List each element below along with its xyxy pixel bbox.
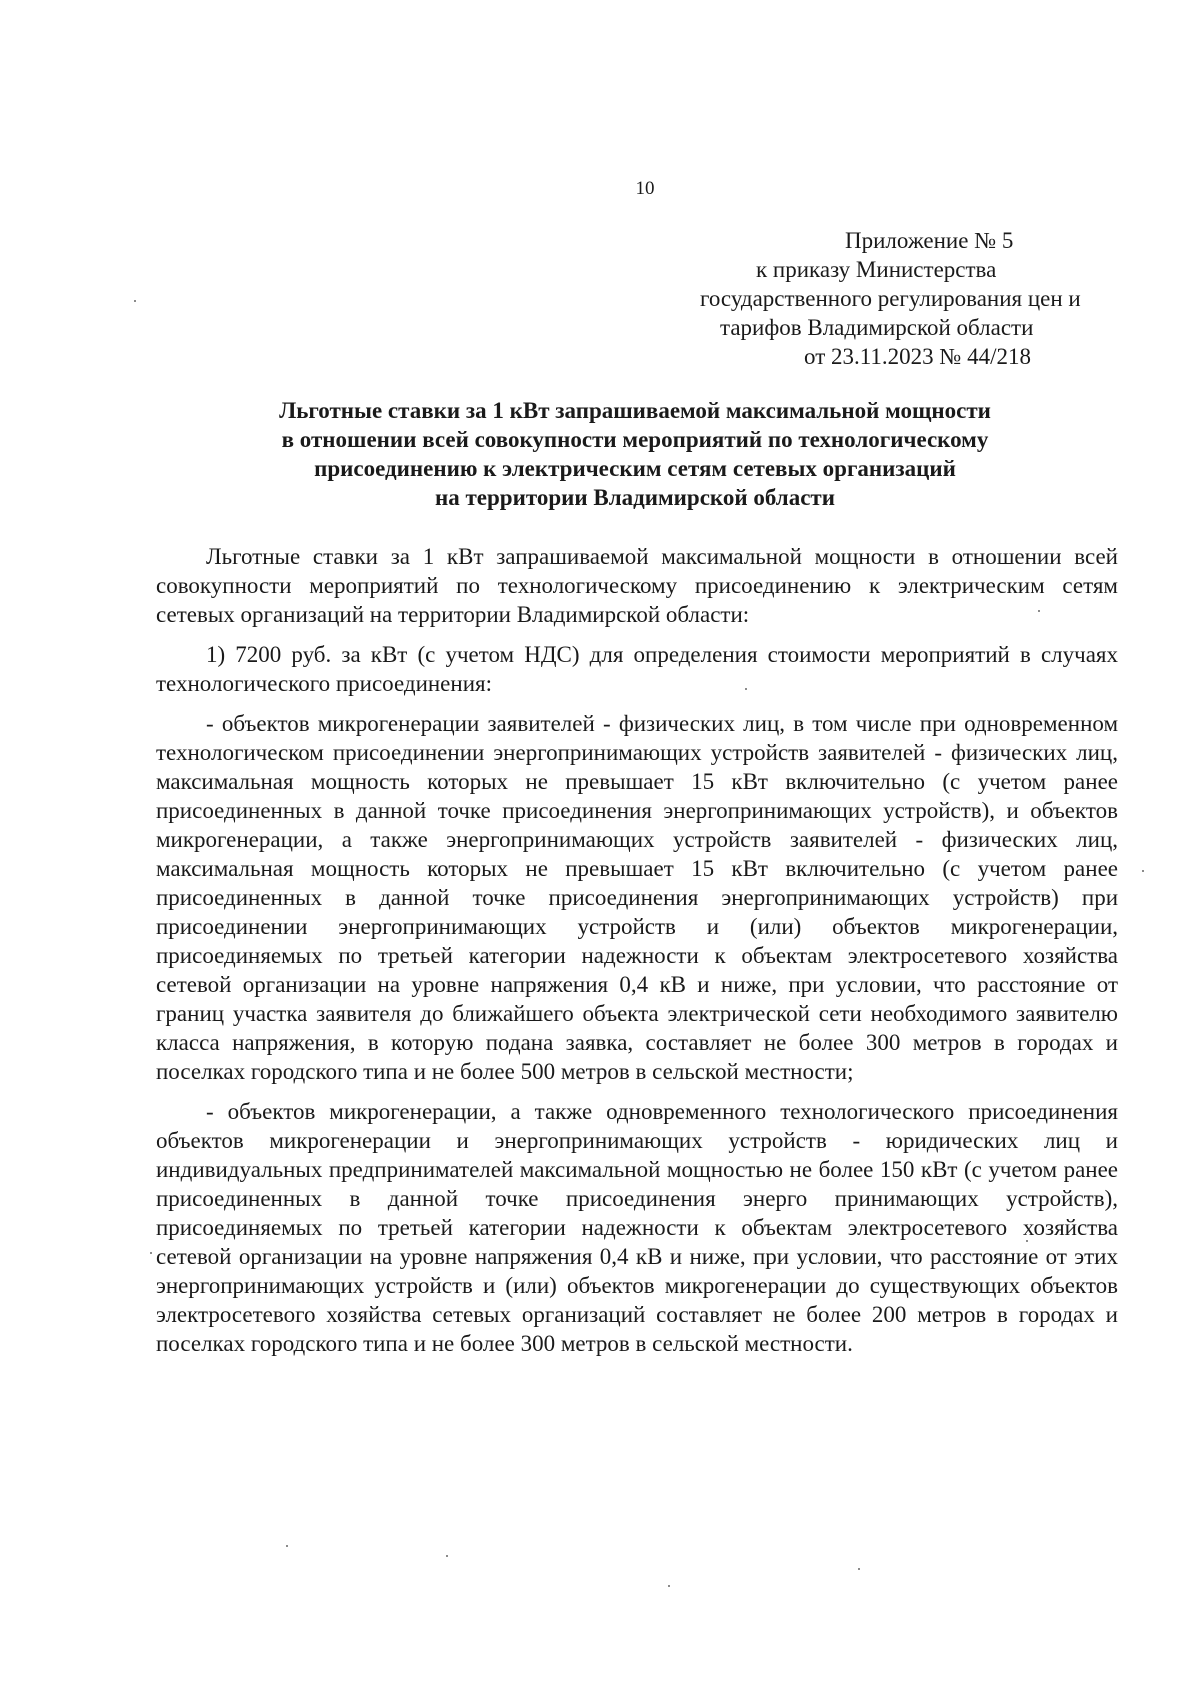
- paragraph-intro: Льготные ставки за 1 кВт запрашиваемой максимальной мощности в отношении всей совокупности мероприятий по технологическому присоединению к электрическим сетям сетевых организаций на территории Владимирской области:: [156, 544, 1118, 627]
- paragraph-individuals: - объектов микрогенерации заявителей - физических лиц, в том числе при одновременном технологическом присоединении энергопринимающих устройств заявителей - физических лиц, максимальная мощность которых не превышает 15 кВт включительно (с учетом ранее присоединенных в данной точке присоединения энергопринимающих устройств), и объектов микрогенерации, а также энергопринимающих устройств заявителей - физических лиц, максимальная мощность которых не превышает 15 кВт включительно (с учетом ранее присоединенных в данной точке присоединения энергопринимающих устройств) при присоединении энергопринимающих устройств и (или) объектов микрогенерации, присоединяемых по третьей категории надежности к объектам электросетевого хозяйства сетевой организации на уровне напряжения 0,4 кВ и ниже, при условии, что расстояние от границ участка заявителя до ближайшего объекта электрической сети необходимого заявителю класса напряжения, в которую подана заявка, составляет не более 300 метров в городах и поселках городского типа и не более 500 метров в сельской местности;: [156, 711, 1118, 1084]
- scan-speck: [858, 1568, 860, 1570]
- scan-speck: [745, 688, 747, 690]
- title-line: на территории Владимирской области: [435, 485, 835, 510]
- paragraph-legal-entities: - объектов микрогенерации, а также одновременного технологического присоединения объектов микрогенерации и энергопринимающих устройств - юридических лиц и индивидуальных предпринимателей максимальной мощностью не более 150 кВт (с учетом ранее присоединенных в данной точке присоединения энерго принимающих устройств), присоединяемых по третьей категории надежности к объектам электросетевого хозяйства сетевой организации на уровне напряжения 0,4 кВ и ниже, при условии, что расстояние от этих энергопринимающих устройств и (или) объектов микрогенерации до существующих объектов электросетевого хозяйства сетевых организаций составляет не более 200 метров в городах и поселках городского типа и не более 300 метров в сельской местности.: [156, 1099, 1118, 1356]
- document-body: [156, 542, 1118, 1369]
- appendix-header: [660, 226, 1130, 371]
- title-line: Льготные ставки за 1 кВт запрашиваемой максимальной мощности: [279, 398, 991, 423]
- appendix-line: государственного регулирования цен и: [700, 286, 1081, 311]
- scan-speck: [134, 300, 136, 302]
- appendix-line: от 23.11.2023 № 44/218: [804, 344, 1031, 369]
- scan-speck: [150, 1252, 152, 1254]
- scan-speck: [286, 1545, 288, 1547]
- scan-speck: [446, 1555, 448, 1557]
- document-title: [160, 396, 1110, 512]
- appendix-line: тарифов Владимирской области: [720, 315, 1034, 340]
- appendix-line: Приложение № 5: [845, 228, 1014, 253]
- title-line: в отношении всей совокупности мероприятий по технологическому: [281, 427, 989, 452]
- appendix-line: к приказу Министерства: [756, 257, 997, 282]
- scan-speck: [1142, 870, 1144, 872]
- scan-speck: [1026, 1240, 1028, 1242]
- scan-speck: [1038, 610, 1040, 612]
- page-number: 10: [635, 178, 655, 199]
- title-line: присоединению к электрическим сетям сетевых организаций: [314, 456, 956, 481]
- paragraph-rate: 1) 7200 руб. за кВт (с учетом НДС) для определения стоимости мероприятий в случаях технологического присоединения:: [156, 642, 1118, 696]
- scan-speck: [668, 1585, 670, 1587]
